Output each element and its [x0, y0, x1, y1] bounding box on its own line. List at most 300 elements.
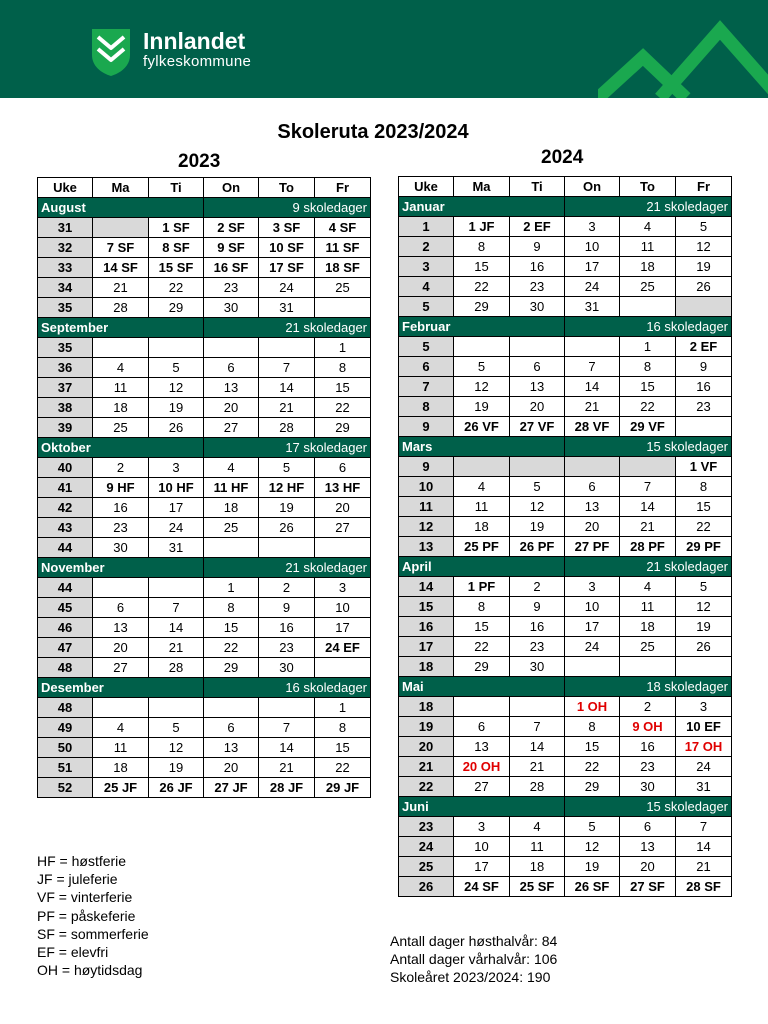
day-cell: [565, 337, 620, 357]
day-cell: 14: [565, 377, 620, 397]
day-cell: 23: [204, 278, 259, 298]
month-row-desember: [38, 678, 371, 698]
day-cell: 7 SF: [93, 238, 149, 258]
day-cell: 28 PF: [620, 537, 676, 557]
day-cell: [259, 698, 315, 718]
day-cell: 25: [204, 518, 259, 538]
day-cell: 8: [315, 358, 371, 378]
day-cell: 18: [93, 758, 149, 778]
week-row: [38, 578, 371, 598]
week-number: 39: [38, 418, 93, 438]
column-header-on: On: [565, 177, 620, 197]
day-cell: 21: [93, 278, 149, 298]
day-cell: [93, 338, 149, 358]
innlandet-shield-logo-icon: [90, 27, 132, 77]
day-cell: 9 SF: [204, 238, 259, 258]
day-cell: 27 JF: [204, 778, 259, 798]
day-cell: 9: [676, 357, 732, 377]
week-number: 34: [38, 278, 93, 298]
week-row: [399, 577, 732, 597]
month-school-days: 21 skoledager: [565, 197, 732, 217]
day-cell: 20: [204, 398, 259, 418]
day-cell: 19: [149, 398, 204, 418]
year-right-heading: 2024: [541, 147, 584, 168]
day-cell: 15: [204, 618, 259, 638]
day-cell: 28: [510, 777, 565, 797]
day-cell: 15 SF: [149, 258, 204, 278]
month-row-mars: [399, 437, 732, 457]
day-cell: 4: [454, 477, 510, 497]
day-cell: 12 HF: [259, 478, 315, 498]
day-cell: 18: [454, 517, 510, 537]
mountains-decoration-icon: [598, 0, 768, 98]
day-cell: 12: [149, 378, 204, 398]
day-cell: 17 SF: [259, 258, 315, 278]
day-cell: 20: [565, 517, 620, 537]
day-cell: 21: [676, 857, 732, 877]
week-row: [38, 698, 371, 718]
week-row: [38, 238, 371, 258]
day-cell: 16: [93, 498, 149, 518]
day-cell: 16 SF: [204, 258, 259, 278]
week-number: 19: [399, 717, 454, 737]
month-name: Desember: [38, 678, 204, 698]
day-cell: 5: [565, 817, 620, 837]
day-cell: 27: [315, 518, 371, 538]
week-row: [399, 877, 732, 897]
week-row: [399, 517, 732, 537]
week-number: 18: [399, 697, 454, 717]
calendar-table-2023: [37, 177, 371, 798]
day-cell: 17: [315, 618, 371, 638]
day-cell: 3: [315, 578, 371, 598]
week-row: [38, 638, 371, 658]
day-cell: 18: [620, 617, 676, 637]
header-row: [399, 177, 732, 197]
day-cell: 11: [93, 738, 149, 758]
day-cell: 19: [149, 758, 204, 778]
day-cell: 27 SF: [620, 877, 676, 897]
day-cell: 16: [510, 257, 565, 277]
day-cell: 27: [204, 418, 259, 438]
day-cell: 6: [565, 477, 620, 497]
week-number: 41: [38, 478, 93, 498]
day-cell: 20: [510, 397, 565, 417]
month-name: August: [38, 198, 204, 218]
day-cell: 4: [93, 718, 149, 738]
page-title: Skoleruta 2023/2024: [277, 121, 469, 143]
month-school-days: 17 skoledager: [204, 438, 371, 458]
month-row-mai: [399, 677, 732, 697]
day-cell: 7: [620, 477, 676, 497]
day-cell: 13: [204, 738, 259, 758]
day-cell: [620, 457, 676, 477]
day-cell: [204, 338, 259, 358]
day-cell: 21: [620, 517, 676, 537]
day-cell: 24: [149, 518, 204, 538]
day-cell: 6: [204, 718, 259, 738]
week-row: [38, 518, 371, 538]
day-cell: 30: [510, 297, 565, 317]
day-cell: 1 OH: [565, 697, 620, 717]
summary-line: Antall dager vårhalvår: 106: [390, 951, 558, 968]
day-cell: 22: [676, 517, 732, 537]
day-cell: 29: [454, 297, 510, 317]
day-cell: 20 OH: [454, 757, 510, 777]
day-cell: 19: [454, 397, 510, 417]
week-number: 37: [38, 378, 93, 398]
week-number: 4: [399, 277, 454, 297]
column-header-ma: Ma: [93, 178, 149, 198]
day-cell: 20: [620, 857, 676, 877]
day-cell: 23: [676, 397, 732, 417]
week-number: 1: [399, 217, 454, 237]
month-school-days: 15 skoledager: [565, 797, 732, 817]
day-cell: 28 VF: [565, 417, 620, 437]
column-header-fr: Fr: [676, 177, 732, 197]
day-cell: 20: [204, 758, 259, 778]
month-school-days: 21 skoledager: [565, 557, 732, 577]
day-cell: 17: [565, 617, 620, 637]
day-cell: 2: [510, 577, 565, 597]
day-cell: 13: [454, 737, 510, 757]
day-cell: 11: [620, 597, 676, 617]
week-number: 13: [399, 537, 454, 557]
day-cell: 17: [149, 498, 204, 518]
day-cell: [676, 657, 732, 677]
week-row: [38, 758, 371, 778]
day-cell: 11: [510, 837, 565, 857]
month-row-februar: [399, 317, 732, 337]
week-number: 21: [399, 757, 454, 777]
week-row: [38, 478, 371, 498]
week-number: 49: [38, 718, 93, 738]
week-number: 3: [399, 257, 454, 277]
day-cell: 26: [259, 518, 315, 538]
day-cell: 2: [620, 697, 676, 717]
week-number: 9: [399, 457, 454, 477]
month-school-days: 16 skoledager: [565, 317, 732, 337]
day-cell: [315, 538, 371, 558]
header-row: [38, 178, 371, 198]
day-cell: 29 VF: [620, 417, 676, 437]
week-row: [38, 338, 371, 358]
month-name: November: [38, 558, 204, 578]
week-row: [399, 417, 732, 437]
day-cell: 10 EF: [676, 717, 732, 737]
week-row: [399, 657, 732, 677]
day-cell: 15: [676, 497, 732, 517]
week-row: [399, 737, 732, 757]
day-cell: 23: [620, 757, 676, 777]
week-number: 26: [399, 877, 454, 897]
day-cell: 24: [565, 277, 620, 297]
week-row: [399, 297, 732, 317]
week-number: 42: [38, 498, 93, 518]
week-row: [399, 357, 732, 377]
day-cell: 4: [620, 577, 676, 597]
legend-item: SF = sommerferie: [37, 925, 149, 942]
day-cell: 27: [93, 658, 149, 678]
week-number: 51: [38, 758, 93, 778]
day-cell: 3: [565, 577, 620, 597]
day-cell: [315, 298, 371, 318]
day-cell: 11 HF: [204, 478, 259, 498]
day-cell: 6: [454, 717, 510, 737]
day-cell: 9: [510, 237, 565, 257]
calendar-table-2024: [398, 176, 732, 897]
day-cell: 17: [565, 257, 620, 277]
day-cell: 17: [454, 857, 510, 877]
day-cell: 8 SF: [149, 238, 204, 258]
week-row: [38, 738, 371, 758]
column-header-fr: Fr: [315, 178, 371, 198]
day-cell: 4: [620, 217, 676, 237]
week-number: 11: [399, 497, 454, 517]
week-row: [399, 377, 732, 397]
day-cell: [620, 657, 676, 677]
month-name: Mai: [399, 677, 565, 697]
day-cell: 6: [315, 458, 371, 478]
day-cell: 1: [620, 337, 676, 357]
column-header-to: To: [259, 178, 315, 198]
day-cell: 28: [149, 658, 204, 678]
day-cell: 27 VF: [510, 417, 565, 437]
month-name: September: [38, 318, 204, 338]
day-cell: 7: [565, 357, 620, 377]
week-row: [399, 617, 732, 637]
day-cell: 26 VF: [454, 417, 510, 437]
column-header-ti: Ti: [510, 177, 565, 197]
day-cell: 8: [454, 237, 510, 257]
day-cell: 30: [93, 538, 149, 558]
day-cell: [676, 297, 732, 317]
day-cell: 8: [620, 357, 676, 377]
day-cell: 2 EF: [510, 217, 565, 237]
week-number: 17: [399, 637, 454, 657]
day-cell: [149, 698, 204, 718]
school-day-summary: [390, 932, 557, 987]
day-cell: 20: [315, 498, 371, 518]
day-cell: 8: [565, 717, 620, 737]
week-row: [399, 717, 732, 737]
week-row: [399, 837, 732, 857]
day-cell: 23: [510, 637, 565, 657]
week-number: 33: [38, 258, 93, 278]
day-cell: 10 SF: [259, 238, 315, 258]
day-cell: 25: [620, 637, 676, 657]
brand: [143, 28, 251, 70]
day-cell: 19: [676, 617, 732, 637]
week-number: 52: [38, 778, 93, 798]
day-cell: 5: [676, 577, 732, 597]
day-cell: 5: [676, 217, 732, 237]
legend-item: HF = høstferie: [37, 853, 127, 869]
day-cell: 30: [510, 657, 565, 677]
week-row: [38, 458, 371, 478]
day-cell: 20: [93, 638, 149, 658]
day-cell: 24 SF: [454, 877, 510, 897]
day-cell: 14: [149, 618, 204, 638]
legend-item: PF = påskeferie: [37, 907, 136, 924]
week-number: 43: [38, 518, 93, 538]
week-row: [399, 477, 732, 497]
day-cell: 26 SF: [565, 877, 620, 897]
week-number: 23: [399, 817, 454, 837]
week-row: [399, 497, 732, 517]
day-cell: 10: [315, 598, 371, 618]
day-cell: 21: [565, 397, 620, 417]
week-row: [399, 597, 732, 617]
day-cell: 28 JF: [259, 778, 315, 798]
week-row: [399, 697, 732, 717]
week-row: [399, 817, 732, 837]
day-cell: 26 JF: [149, 778, 204, 798]
day-cell: 14: [510, 737, 565, 757]
week-row: [399, 637, 732, 657]
day-cell: 18: [620, 257, 676, 277]
column-header-ma: Ma: [454, 177, 510, 197]
day-cell: 15: [454, 617, 510, 637]
day-cell: 12: [676, 237, 732, 257]
day-cell: 19: [676, 257, 732, 277]
day-cell: 2: [93, 458, 149, 478]
day-cell: 25 SF: [510, 877, 565, 897]
day-cell: 22: [565, 757, 620, 777]
brand-subtitle: fylkeskommune: [143, 53, 252, 70]
week-number: 5: [399, 297, 454, 317]
month-school-days: 21 skoledager: [204, 318, 371, 338]
day-cell: 16: [676, 377, 732, 397]
day-cell: [93, 578, 149, 598]
week-number: 40: [38, 458, 93, 478]
day-cell: [454, 337, 510, 357]
week-number: 44: [38, 538, 93, 558]
day-cell: 18 SF: [315, 258, 371, 278]
week-row: [38, 778, 371, 798]
day-cell: 19: [565, 857, 620, 877]
day-cell: 22: [454, 277, 510, 297]
day-cell: 13: [204, 378, 259, 398]
day-cell: 13 HF: [315, 478, 371, 498]
day-cell: 14 SF: [93, 258, 149, 278]
week-number: 35: [38, 338, 93, 358]
week-row: [399, 757, 732, 777]
day-cell: 8: [676, 477, 732, 497]
day-cell: 21: [259, 758, 315, 778]
day-cell: 14: [259, 738, 315, 758]
day-cell: 7: [149, 598, 204, 618]
day-cell: 28: [259, 418, 315, 438]
day-cell: 15: [315, 378, 371, 398]
day-cell: [510, 457, 565, 477]
day-cell: 31: [259, 298, 315, 318]
month-row-august: [38, 198, 371, 218]
week-number: 44: [38, 578, 93, 598]
day-cell: 12: [510, 497, 565, 517]
day-cell: 25 JF: [93, 778, 149, 798]
week-number: 36: [38, 358, 93, 378]
day-cell: 16: [620, 737, 676, 757]
day-cell: [149, 338, 204, 358]
day-cell: 6: [510, 357, 565, 377]
day-cell: 7: [259, 718, 315, 738]
legend-item: OH = høytidsdag: [37, 962, 143, 979]
legend-item: JF = juleferie: [37, 871, 118, 888]
week-number: 38: [38, 398, 93, 418]
week-number: 48: [38, 658, 93, 678]
day-cell: 15: [565, 737, 620, 757]
day-cell: 9 HF: [93, 478, 149, 498]
week-row: [38, 218, 371, 238]
day-cell: 11: [93, 378, 149, 398]
day-cell: 3: [149, 458, 204, 478]
week-number: 48: [38, 698, 93, 718]
day-cell: 23: [93, 518, 149, 538]
day-cell: 12: [565, 837, 620, 857]
week-row: [38, 618, 371, 638]
day-cell: 5: [454, 357, 510, 377]
day-cell: 30: [204, 298, 259, 318]
day-cell: 22: [315, 758, 371, 778]
week-number: 2: [399, 237, 454, 257]
day-cell: 10: [565, 597, 620, 617]
week-row: [399, 397, 732, 417]
day-cell: 2 EF: [676, 337, 732, 357]
day-cell: 7: [676, 817, 732, 837]
day-cell: 6: [204, 358, 259, 378]
day-cell: 25: [93, 418, 149, 438]
week-number: 14: [399, 577, 454, 597]
week-number: 46: [38, 618, 93, 638]
day-cell: 29: [204, 658, 259, 678]
day-cell: 16: [510, 617, 565, 637]
week-row: [399, 257, 732, 277]
week-number: 7: [399, 377, 454, 397]
week-number: 8: [399, 397, 454, 417]
day-cell: 13: [93, 618, 149, 638]
day-cell: 1: [315, 338, 371, 358]
day-cell: 17 OH: [676, 737, 732, 757]
week-row: [38, 378, 371, 398]
day-cell: 2: [259, 578, 315, 598]
day-cell: 4: [510, 817, 565, 837]
day-cell: 11: [620, 237, 676, 257]
day-cell: 14: [676, 837, 732, 857]
day-cell: 25: [315, 278, 371, 298]
day-cell: [510, 337, 565, 357]
day-cell: [315, 658, 371, 678]
week-row: [399, 337, 732, 357]
week-row: [399, 217, 732, 237]
week-number: 10: [399, 477, 454, 497]
day-cell: 29: [454, 657, 510, 677]
week-row: [38, 498, 371, 518]
month-row-april: [399, 557, 732, 577]
day-cell: 28 SF: [676, 877, 732, 897]
day-cell: 13: [565, 497, 620, 517]
day-cell: 16: [259, 618, 315, 638]
month-school-days: 9 skoledager: [204, 198, 371, 218]
day-cell: 9 OH: [620, 717, 676, 737]
day-cell: 6: [620, 817, 676, 837]
week-number: 16: [399, 617, 454, 637]
day-cell: 30: [259, 658, 315, 678]
day-cell: 1: [315, 698, 371, 718]
week-row: [38, 538, 371, 558]
week-row: [38, 358, 371, 378]
day-cell: 18: [510, 857, 565, 877]
